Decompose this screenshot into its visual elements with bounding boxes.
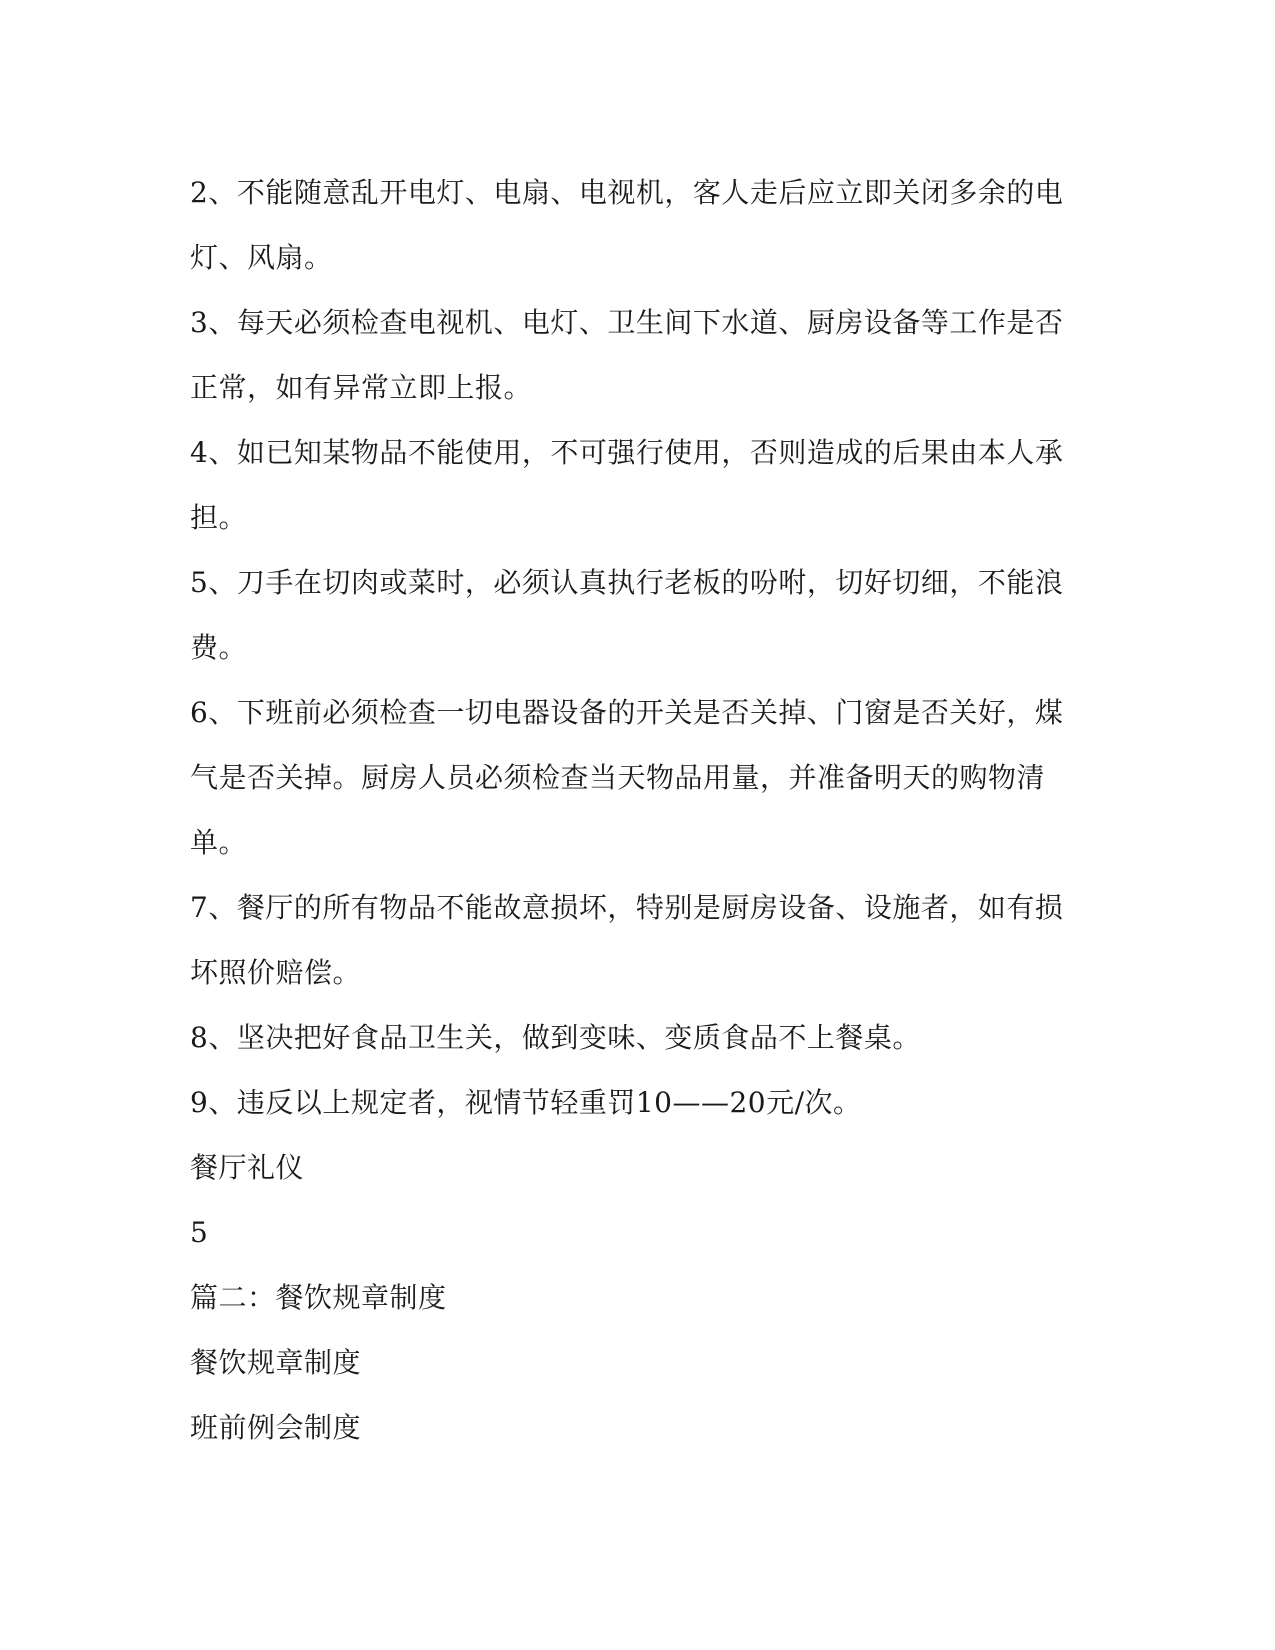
rule-6-line-2: 气是否关掉。厨房人员必须检查当天物品用量，并准备明天的购物清 (190, 761, 1046, 794)
section-title: 餐饮规章制度 (190, 1346, 362, 1379)
rule-5-line-2: 费。 (190, 631, 248, 664)
subsection-title: 班前例会制度 (190, 1411, 362, 1444)
document-body (190, 160, 1090, 1460)
rule-7-line-2: 坏照价赔偿。 (190, 956, 362, 989)
chapter-heading: 篇二：餐饮规章制度 (190, 1281, 447, 1314)
rule-2-line-1: 2、不能随意乱开电灯、电扇、电视机，客人走后应立即关闭多余的电 (190, 176, 1064, 209)
section-heading-etiquette: 餐厅礼仪 (190, 1151, 305, 1184)
rule-4-line-1: 4、如已知某物品不能使用，不可强行使用，否则造成的后果由本人承 (190, 436, 1064, 469)
rule-6-line-1: 6、下班前必须检查一切电器设备的开关是否关掉、门窗是否关好，煤 (190, 696, 1064, 729)
page-number: 5 (190, 1216, 209, 1249)
rule-7-line-1: 7、餐厅的所有物品不能故意损坏，特别是厨房设备、设施者，如有损 (190, 891, 1064, 924)
rule-5-line-1: 5、刀手在切肉或菜时，必须认真执行老板的吩咐，切好切细，不能浪 (190, 566, 1064, 599)
rule-3-line-1: 3、每天必须检查电视机、电灯、卫生间下水道、厨房设备等工作是否 (190, 306, 1064, 339)
rule-3-line-2: 正常，如有异常立即上报。 (190, 371, 533, 404)
rule-4-line-2: 担。 (190, 501, 248, 534)
rule-8-line-1: 8、坚决把好食品卫生关，做到变味、变质食品不上餐桌。 (190, 1021, 921, 1054)
rule-9-line-1: 9、违反以上规定者，视情节轻重罚10——20元/次。 (190, 1086, 862, 1119)
rule-2-line-2: 灯、风扇。 (190, 241, 333, 274)
rule-6-line-3: 单。 (190, 826, 248, 859)
